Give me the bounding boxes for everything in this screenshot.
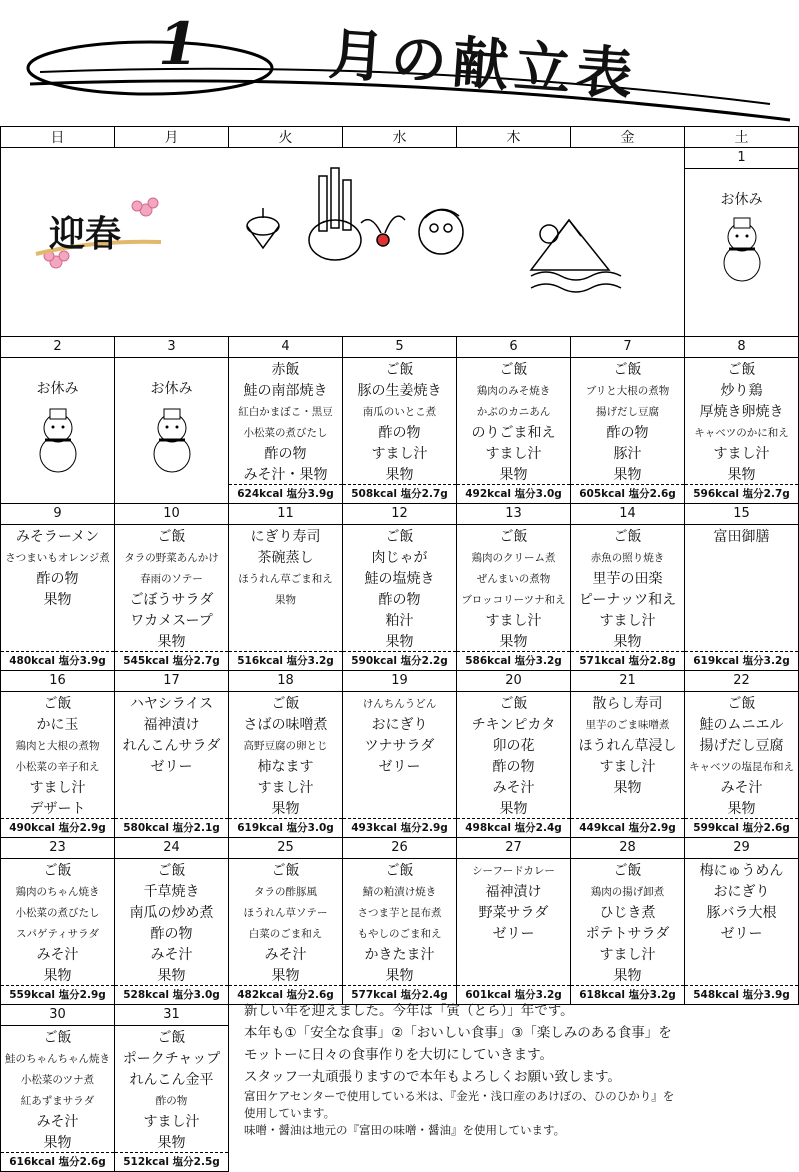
day-cell (343, 337, 457, 504)
menu-item: ピーナッツ和え (578, 592, 677, 608)
day-cell (685, 838, 799, 1005)
menu-list (229, 692, 342, 820)
menu-item: みそ汁 (36, 947, 79, 963)
menu-item: 果物 (275, 594, 296, 606)
menu-item: ご飯 (385, 863, 414, 879)
menu-item: 小松菜の煮びたし (243, 427, 328, 439)
menu-item: すまし汁 (599, 613, 656, 629)
menu-list (229, 859, 342, 987)
date-number: 9 (1, 504, 114, 525)
menu-item: 果物 (727, 801, 756, 817)
menu-item: タラの酢豚風 (254, 886, 317, 898)
weekday-header: 木 (457, 127, 571, 148)
menu-list (343, 859, 456, 987)
menu-item: 鶏肉と大根の煮物 (15, 740, 100, 752)
menu-item: デザート (29, 801, 86, 817)
menu-item: 南瓜のいとこ煮 (362, 406, 437, 418)
menu-item: みそラーメン (15, 529, 100, 545)
day-cell (685, 148, 799, 337)
day-cell (1, 504, 115, 671)
day-cell (1, 838, 115, 1005)
menu-item: にぎり寿司 (250, 529, 321, 545)
menu-item: 揚げだし豆腐 (596, 406, 659, 418)
menu-item: 酢の物 (492, 759, 535, 775)
page-title: 月の献立表 (326, 21, 641, 109)
nutrition-info: 601kcal 塩分3.2g (457, 985, 570, 1004)
menu-item: 炒り鶏 (720, 383, 763, 399)
menu-item: すまし汁 (713, 446, 770, 462)
date-number: 12 (343, 504, 456, 525)
menu-item: 白菜のごま和え (248, 928, 323, 940)
menu-item: チキンピカタ (471, 717, 556, 733)
spinning-top-icon (247, 208, 279, 248)
menu-list (229, 525, 342, 611)
menu-item: みそ汁 (150, 947, 193, 963)
menu-item: すまし汁 (371, 446, 428, 462)
date-number: 5 (343, 337, 456, 358)
menu-item: 梅にゅうめん (699, 863, 784, 879)
menu-item: ご飯 (385, 529, 414, 545)
menu-item: かぶのカニあん (476, 406, 551, 418)
menu-item: 果物 (613, 968, 642, 984)
new-year-illustration (1, 148, 685, 337)
menu-item: ご飯 (727, 362, 756, 378)
menu-item: 果物 (157, 968, 186, 984)
menu-item: みそ汁 (264, 947, 307, 963)
date-number: 19 (343, 671, 456, 692)
nutrition-info: 571kcal 塩分2.8g (571, 651, 684, 670)
menu-list (571, 525, 684, 653)
day-cell (229, 337, 343, 504)
weekday-header: 水 (343, 127, 457, 148)
weekday-header: 金 (571, 127, 685, 148)
menu-list (1, 1026, 114, 1154)
day-cell (229, 671, 343, 838)
date-number: 16 (1, 671, 114, 692)
menu-item: さつまいもオレンジ煮 (5, 552, 110, 564)
menu-item: 果物 (499, 634, 528, 650)
day-cell (457, 504, 571, 671)
note-line: 富田ケアセンターで使用している米は、『金光・浅口産のあけぼの、ひのひかり』を (244, 1089, 675, 1103)
menu-item: ツナサラダ (364, 738, 435, 754)
mount-fuji-icon (531, 220, 621, 292)
menu-item: 酢の物 (36, 571, 79, 587)
day-cell (343, 671, 457, 838)
nutrition-info: 559kcal 塩分2.9g (1, 985, 114, 1004)
day-cell (115, 671, 229, 838)
menu-item: 里芋の田楽 (592, 571, 663, 587)
menu-item: 赤魚の照り焼き (590, 552, 665, 564)
menu-item: 果物 (43, 1135, 72, 1151)
menu-item: ほうれん草ごま和え (238, 573, 333, 585)
menu-item: 果物 (385, 634, 414, 650)
menu-item: けんちんうどん (362, 698, 437, 710)
note-line: スタッフ一丸頑張りますので本年もよろしくお願い致します。 (244, 1069, 621, 1085)
menu-item: かに玉 (36, 717, 79, 733)
menu-item: ポークチャップ (122, 1051, 221, 1067)
menu-list (115, 1026, 228, 1154)
date-number: 7 (571, 337, 684, 358)
nutrition-info: 618kcal 塩分3.2g (571, 985, 684, 1004)
nutrition-info: 624kcal 塩分3.9g (229, 484, 342, 503)
day-cell (571, 671, 685, 838)
menu-item: ご飯 (385, 362, 414, 378)
menu-list (457, 358, 570, 486)
note-line: モットーに日々の食事作りを大切にしていきます。 (244, 1047, 554, 1063)
menu-item: ご飯 (157, 863, 186, 879)
weekday-header: 土 (685, 127, 799, 148)
nutrition-info: 605kcal 塩分2.6g (571, 484, 684, 503)
day-off-label: お休み (36, 381, 79, 397)
nutrition-info: 449kcal 塩分2.9g (571, 818, 684, 837)
menu-item: 酢の物 (264, 446, 307, 462)
menu-item: ご飯 (613, 529, 642, 545)
menu-item: 南瓜の炒め煮 (129, 905, 214, 921)
plant-icon (361, 216, 405, 246)
menu-item: みそ汁 (492, 780, 535, 796)
menu-item: 小松菜の辛子和え (15, 761, 100, 773)
date-number: 10 (115, 504, 228, 525)
menu-item: シーフードカレー (472, 865, 555, 877)
menu-item: 鶏肉のみそ焼き (476, 385, 551, 397)
menu-list (571, 358, 684, 486)
menu-item: 鮭のちゃんちゃん焼き (5, 1053, 110, 1065)
menu-item: 鶏肉のちゃん焼き (15, 886, 100, 898)
date-number: 21 (571, 671, 684, 692)
date-number: 8 (685, 337, 798, 358)
menu-item: れんこんサラダ (122, 738, 221, 754)
menu-item: みそ汁・果物 (243, 467, 328, 483)
menu-item: ゼリー (378, 759, 421, 775)
menu-list (571, 859, 684, 987)
menu-item: 鯖の粕漬け焼き (362, 886, 437, 898)
menu-item: ご飯 (727, 696, 756, 712)
menu-item: ご飯 (613, 863, 642, 879)
day-cell (571, 504, 685, 671)
menu-item: キャベツの塩昆布和え (689, 761, 794, 773)
menu-item: ゼリー (150, 759, 193, 775)
note-line: 味噌・醤油は地元の『富田の味噌・醤油』を使用しています。 (244, 1123, 566, 1137)
menu-item: 鶏肉のクリーム煮 (471, 552, 556, 564)
menu-item: 紅白かまぼこ・黒豆 (238, 406, 333, 418)
menu-list (457, 692, 570, 820)
nutrition-info: 590kcal 塩分2.2g (343, 651, 456, 670)
nutrition-info: 619kcal 塩分3.2g (685, 651, 798, 670)
menu-item: さつま芋と昆布煮 (357, 907, 442, 919)
lion-dance-icon (419, 209, 463, 254)
menu-item: 鮭のムニエル (699, 717, 784, 733)
menu-item: 鮭の塩焼き (364, 571, 435, 587)
menu-item: かきたま汁 (364, 947, 435, 963)
date-number: 15 (685, 504, 798, 525)
nutrition-info: 599kcal 塩分2.6g (685, 818, 798, 837)
nutrition-info: 577kcal 塩分2.4g (343, 985, 456, 1004)
menu-list (1, 859, 114, 987)
menu-item: 豚バラ大根 (706, 905, 777, 921)
menu-item: 果物 (271, 968, 300, 984)
greeting-text: 迎春 (49, 213, 122, 255)
note-line: 新しい年を迎えました。今年は「寅（とら）」年です。 (244, 1003, 574, 1019)
date-number: 24 (115, 838, 228, 859)
date-number: 14 (571, 504, 684, 525)
message-notes (244, 1000, 796, 1139)
date-number: 3 (115, 337, 228, 358)
menu-item: ゼリー (720, 926, 763, 942)
day-cell (571, 838, 685, 1005)
menu-item: 茶碗蒸し (257, 550, 314, 566)
nutrition-info: 528kcal 塩分3.0g (115, 985, 228, 1004)
menu-item: キャベツのかに和え (694, 427, 789, 439)
date-number: 11 (229, 504, 342, 525)
menu-list (457, 525, 570, 653)
nutrition-info: 619kcal 塩分3.0g (229, 818, 342, 837)
day-cell (115, 504, 229, 671)
menu-item: ご飯 (157, 1030, 186, 1046)
day-cell (685, 337, 799, 504)
nutrition-info: 482kcal 塩分2.6g (229, 985, 342, 1004)
menu-item: タラの野菜あんかけ (124, 552, 219, 564)
menu-item: ゼリー (492, 926, 535, 942)
nutrition-info: 490kcal 塩分2.9g (1, 818, 114, 837)
date-number: 30 (1, 1005, 114, 1026)
menu-item: 紅あずまサラダ (20, 1095, 95, 1107)
menu-item: 果物 (43, 592, 72, 608)
menu-list (115, 859, 228, 987)
menu-list (685, 859, 798, 945)
nutrition-info: 516kcal 塩分3.2g (229, 651, 342, 670)
menu-item: ほうれん草ソテー (243, 907, 328, 919)
menu-item: 酢の物 (378, 425, 421, 441)
menu-item: 果物 (727, 467, 756, 483)
menu-item: 福神漬け (485, 884, 542, 900)
weekday-header: 火 (229, 127, 343, 148)
nutrition-info: 498kcal 塩分2.4g (457, 818, 570, 837)
menu-item: みそ汁 (720, 780, 763, 796)
menu-item: 小松菜のツナ煮 (20, 1074, 95, 1086)
menu-item: すまし汁 (29, 780, 86, 796)
menu-item: すまし汁 (485, 613, 542, 629)
day-cell (343, 838, 457, 1005)
menu-item: もやしのごま和え (357, 928, 442, 940)
menu-list (115, 525, 228, 653)
menu-item: 春雨のソテー (140, 573, 203, 585)
day-cell (1, 671, 115, 838)
date-number: 6 (457, 337, 570, 358)
nutrition-info: 512kcal 塩分2.5g (115, 1152, 228, 1171)
menu-list (343, 525, 456, 653)
date-number: 31 (115, 1005, 228, 1026)
menu-item: 果物 (499, 467, 528, 483)
menu-item: ご飯 (43, 1030, 72, 1046)
menu-item: 豚汁 (613, 446, 642, 462)
menu-item: ご飯 (43, 863, 72, 879)
weekday-header: 日 (1, 127, 115, 148)
menu-item: 鶏肉の揚げ卸煮 (590, 886, 665, 898)
menu-item: 卯の花 (492, 738, 535, 754)
date-number: 2 (1, 337, 114, 358)
day-cell (229, 504, 343, 671)
menu-item: 果物 (43, 968, 72, 984)
nutrition-info: 508kcal 塩分2.7g (343, 484, 456, 503)
month-number: 1 (158, 10, 199, 78)
kadomatsu-icon (309, 168, 361, 260)
menu-item: 千草焼き (143, 884, 200, 900)
day-cell (457, 838, 571, 1005)
menu-item: のりごま和え (471, 425, 556, 441)
menu-item: さばの味噌煮 (243, 717, 328, 733)
day-cell (571, 337, 685, 504)
date-number: 25 (229, 838, 342, 859)
menu-item: 酢の物 (378, 592, 421, 608)
menu-item: 赤飯 (271, 362, 300, 378)
date-number: 17 (115, 671, 228, 692)
date-number: 22 (685, 671, 798, 692)
menu-list (457, 859, 570, 945)
day-cell (457, 671, 571, 838)
day-cell (1, 1005, 115, 1172)
date-number: 4 (229, 337, 342, 358)
menu-item: ワカメスープ (130, 613, 213, 629)
day-cell (1, 337, 115, 504)
menu-item: ポテトサラダ (585, 926, 670, 942)
menu-item: ひじき煮 (599, 905, 656, 921)
nutrition-info: 492kcal 塩分3.0g (457, 484, 570, 503)
menu-list (229, 358, 342, 486)
menu-item: 果物 (157, 1135, 186, 1151)
menu-item: 福神漬け (143, 717, 200, 733)
menu-item: 肉じゃが (371, 550, 428, 566)
menu-item: すまし汁 (143, 1114, 200, 1130)
menu-list (1, 692, 114, 820)
menu-item: 里芋のごま味噌煮 (585, 719, 670, 731)
day-cell (685, 504, 799, 671)
menu-item: 野菜サラダ (478, 905, 549, 921)
menu-item: 果物 (157, 634, 186, 650)
menu-item: ほうれん草浸し (578, 738, 677, 754)
nutrition-info: 616kcal 塩分2.6g (1, 1152, 114, 1171)
snowman-icon (28, 404, 88, 476)
nutrition-info: 480kcal 塩分3.9g (1, 651, 114, 670)
menu-list (571, 692, 684, 799)
menu-item: 散らし寿司 (592, 696, 663, 712)
menu-item: ご飯 (613, 362, 642, 378)
menu-item: ご飯 (499, 362, 528, 378)
snowman-icon (142, 404, 202, 476)
menu-item: ご飯 (271, 696, 300, 712)
menu-item: ごぼうサラダ (129, 592, 214, 608)
date-number: 28 (571, 838, 684, 859)
date-number: 26 (343, 838, 456, 859)
menu-item: 高野豆腐の卵とじ (243, 740, 328, 752)
menu-item: すまし汁 (485, 446, 542, 462)
day-cell (115, 337, 229, 504)
menu-item: スパゲティサラダ (15, 928, 100, 940)
menu-item: 厚焼き卵焼き (699, 404, 784, 420)
menu-item: 豚の生姜焼き (357, 383, 442, 399)
menu-item: すまし汁 (257, 780, 314, 796)
day-off-label: お休み (720, 192, 763, 208)
menu-list (343, 692, 456, 778)
date-number: 23 (1, 838, 114, 859)
date-number: 1 (685, 148, 798, 169)
snowman-icon (712, 215, 772, 285)
weekday-header: 月 (115, 127, 229, 148)
menu-item: 果物 (613, 780, 642, 796)
menu-item: 富田御膳 (713, 529, 770, 545)
menu-item: すまし汁 (599, 947, 656, 963)
date-number: 13 (457, 504, 570, 525)
menu-item: 粕汁 (385, 613, 414, 629)
date-number: 18 (229, 671, 342, 692)
day-cell (457, 337, 571, 504)
menu-item: 鮭の南部焼き (243, 383, 328, 399)
menu-list (685, 525, 798, 548)
date-number: 27 (457, 838, 570, 859)
menu-item: ご飯 (499, 696, 528, 712)
menu-list (1, 525, 114, 611)
nutrition-info: 493kcal 塩分2.9g (343, 818, 456, 837)
menu-item: 果物 (271, 801, 300, 817)
menu-item: 果物 (613, 467, 642, 483)
nutrition-info: 586kcal 塩分3.2g (457, 651, 570, 670)
note-line: 使用しています。 (244, 1106, 336, 1120)
day-off-label: お休み (150, 381, 193, 397)
note-line: 本年も①「安全な食事」②「おいしい食事」③「楽しみのある食事」を (244, 1025, 672, 1041)
nutrition-info: 545kcal 塩分2.7g (115, 651, 228, 670)
day-cell (229, 838, 343, 1005)
menu-item: ブリと大根の煮物 (585, 385, 670, 397)
date-number: 20 (457, 671, 570, 692)
menu-item: みそ汁 (36, 1114, 79, 1130)
day-cell (685, 671, 799, 838)
nutrition-info: 580kcal 塩分2.1g (115, 818, 228, 837)
day-cell (115, 838, 229, 1005)
menu-item: れんこん金平 (129, 1072, 214, 1088)
day-cell (343, 504, 457, 671)
menu-item: 果物 (499, 801, 528, 817)
menu-item: ご飯 (271, 863, 300, 879)
title-banner (0, 0, 799, 126)
menu-item: 小松菜の煮びたし (15, 907, 100, 919)
menu-item: おにぎり (371, 717, 428, 733)
menu-item: 果物 (385, 467, 414, 483)
menu-item: 酢の物 (150, 926, 193, 942)
menu-list (685, 692, 798, 820)
menu-item: 酢の物 (155, 1095, 188, 1107)
menu-item: 酢の物 (606, 425, 649, 441)
menu-item: ぜんまいの煮物 (476, 573, 551, 585)
menu-item: ご飯 (157, 529, 186, 545)
menu-item: 果物 (613, 634, 642, 650)
menu-item: ハヤシライス (129, 696, 214, 712)
menu-list (685, 358, 798, 486)
menu-item: すまし汁 (599, 759, 656, 775)
menu-item: 柿なます (257, 759, 314, 775)
menu-item: ご飯 (43, 696, 72, 712)
nutrition-info: 596kcal 塩分2.7g (685, 484, 798, 503)
menu-item: ブロッコリーツナ和え (461, 594, 566, 606)
menu-item: ご飯 (499, 529, 528, 545)
date-number: 29 (685, 838, 798, 859)
menu-list (343, 358, 456, 486)
day-cell (115, 1005, 229, 1172)
menu-item: おにぎり (713, 884, 770, 900)
menu-item: 果物 (385, 968, 414, 984)
menu-item: 揚げだし豆腐 (699, 738, 784, 754)
menu-list (115, 692, 228, 778)
nutrition-info: 548kcal 塩分3.9g (685, 985, 798, 1004)
